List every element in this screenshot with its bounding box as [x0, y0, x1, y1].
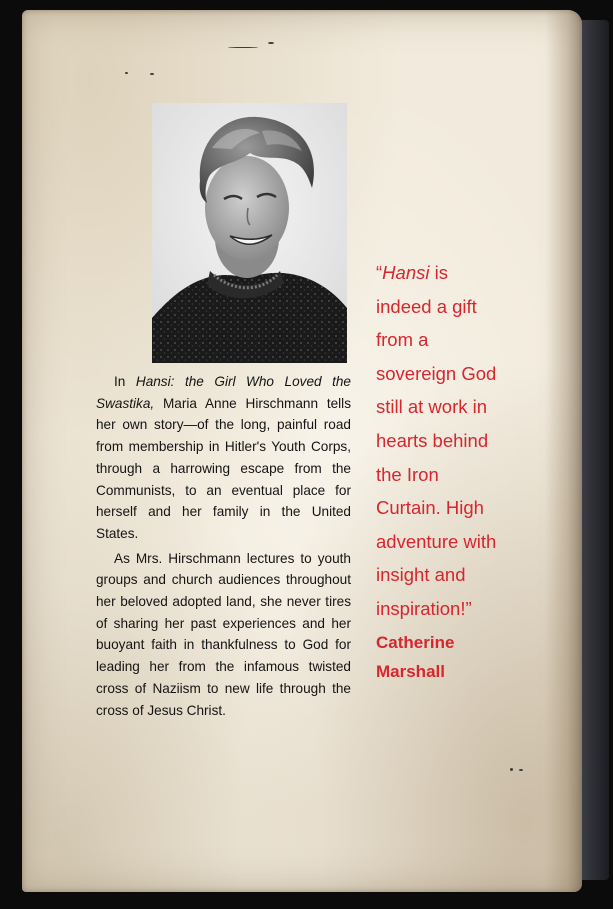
paper-speck: [125, 72, 128, 74]
quote-line: Curtain. High: [376, 497, 484, 519]
quote-line: insight and: [376, 564, 466, 586]
paper-speck: [510, 768, 513, 771]
quote-line: still at work in: [376, 396, 488, 418]
book-title-part-2: Swastika,: [96, 395, 155, 411]
quote-attribution: [376, 628, 541, 686]
quote-line: from a: [376, 329, 429, 351]
quote-book-title: Hansi: [382, 262, 430, 283]
bio-paragraph-1-text: Maria Anne Hirschmann tells her own story—of the long, painful road from membership in Hitler's Youth Corps, through a harrowing escape from the Communists, to an eventual place for herself and her family in the United States.: [96, 395, 351, 541]
endorsement-quote: [376, 256, 541, 686]
quote-line: adventure with: [376, 530, 497, 552]
open-quote-mark: “: [376, 262, 383, 283]
bio-paragraph-1: [96, 371, 351, 545]
bio-paragraph-2: As Mrs. Hirschmann lectures to youth groups and church audiences throughout her beloved adopted land, she never tires of sharing her past experiences and her buoyant faith in thankfulness to God for leading her from the infamous twisted cross of Naziism to new life through the cross of Jesus Christ.: [96, 550, 351, 718]
paper-speck: [150, 73, 154, 75]
author-photo: [152, 103, 347, 363]
quote-line-text: is: [429, 262, 448, 283]
quote-line: hearts behind: [376, 429, 489, 451]
paper-scratch: [228, 47, 258, 48]
quote-line: sovereign God: [376, 362, 497, 384]
attribution-first-name: Catherine: [376, 632, 455, 652]
book-title-part-1: Hansi: the Girl Who Loved the: [135, 374, 351, 389]
quote-line: the Iron: [376, 463, 439, 485]
quote-line-1: [376, 256, 541, 290]
author-bio: [96, 371, 351, 721]
quote-line: indeed a gift: [376, 295, 477, 317]
spine-wear-shadow: [545, 10, 582, 892]
quote-line: inspiration!”: [376, 597, 472, 619]
paper-speck: [268, 42, 274, 44]
attribution-last-name: Marshall: [376, 661, 445, 681]
bio-intro-text: In: [114, 374, 136, 389]
author-portrait-icon: [152, 103, 347, 363]
paper-speck: [519, 769, 523, 771]
